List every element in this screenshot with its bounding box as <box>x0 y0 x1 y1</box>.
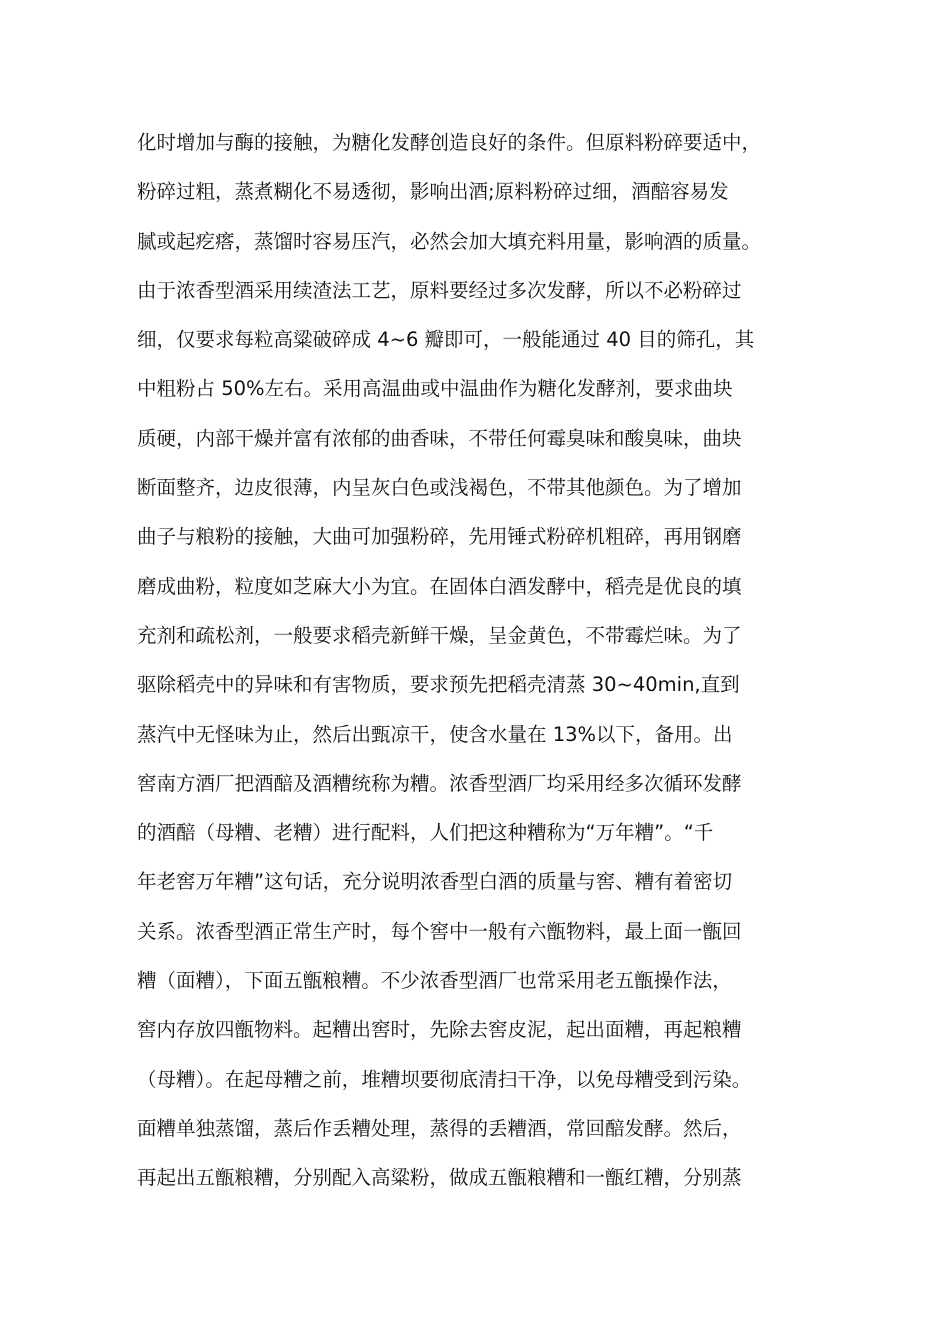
text-line: 曲子与粮粉的接触，大曲可加强粉碎，先用锤式粉碎机粗碎，再用钢磨 <box>137 525 742 549</box>
text-line: 由于浓香型酒采用续渣法工艺，原料要经过多次发酵，所以不必粉碎过 <box>137 278 742 302</box>
text-line: 窖南方酒厂把酒醅及酒糟统称为糟。浓香型酒厂均采用经多次循环发酵 <box>137 771 742 795</box>
text-line: 关系。浓香型酒正常生产时，每个窖中一般有六甑物料，最上面一甑回 <box>137 919 742 943</box>
text-line: 蒸汽中无怪味为止，然后出甄凉干，使含水量在 13%以下，备用。出 <box>137 722 733 746</box>
text-line: 再起出五甑粮糟，分别配入高粱粉，做成五甑粮糟和一甑红糟，分别蒸 <box>137 1166 742 1190</box>
text-line: 糟（面糟），下面五甑粮糟。不少浓香型酒厂也常采用老五甑操作法， <box>137 969 732 993</box>
text-line: 粉碎过粗，蒸煮糊化不易透彻，影响出酒;原料粉碎过细，酒醅容易发 <box>137 180 729 204</box>
text-line: 磨成曲粉，粒度如芝麻大小为宜。在固体白酒发酵中，稻壳是优良的填 <box>137 574 742 598</box>
text-line: 年老窖万年糟”这句话，充分说明浓香型白酒的质量与窖、糟有着密切 <box>137 870 733 894</box>
text-line: 中粗粉占 50%左右。采用高温曲或中温曲作为糖化发酵剂，要求曲块 <box>137 377 733 401</box>
text-line: 面糟单独蒸馏，蒸后作丢糟处理，蒸得的丢糟酒，常回醅发酵。然后， <box>137 1116 742 1140</box>
body-text <box>137 118 827 1203</box>
text-line: 质硬，内部干燥并富有浓郁的曲香味，不带任何霉臭味和酸臭味，曲块 <box>137 426 742 450</box>
text-line: 的酒醅（母糟、老糟）进行配料，人们把这种糟称为“万年糟”。“千 <box>137 821 714 845</box>
text-line: 驱除稻壳中的异味和有害物质，要求预先把稻壳清蒸 30~40min,直到 <box>137 673 740 697</box>
text-line: 断面整齐，边皮很薄，内呈灰白色或浅褐色，不带其他颜色。为了增加 <box>137 476 742 500</box>
text-line: 化时增加与酶的接触，为糖化发酵创造良好的条件。但原料粉碎要适中， <box>137 131 762 154</box>
text-line: （母糟）。在起母糟之前，堆糟坝要彻底清扫干净，以免母糟受到污染。 <box>137 1067 752 1091</box>
text-line: 窖内存放四甑物料。起糟出窖时，先除去窖皮泥，起出面糟，再起粮糟 <box>137 1018 742 1042</box>
text-line: 充剂和疏松剂，一般要求稻壳新鲜干燥，呈金黄色，不带霉烂味。为了 <box>137 623 742 647</box>
text-line: 细，仅要求每粒高粱破碎成 4~6 瓣即可，一般能通过 40 目的筛孔，其 <box>137 328 755 352</box>
text-line: 腻或起疙瘩，蒸馏时容易压汽，必然会加大填充料用量，影响酒的质量。 <box>137 229 762 253</box>
